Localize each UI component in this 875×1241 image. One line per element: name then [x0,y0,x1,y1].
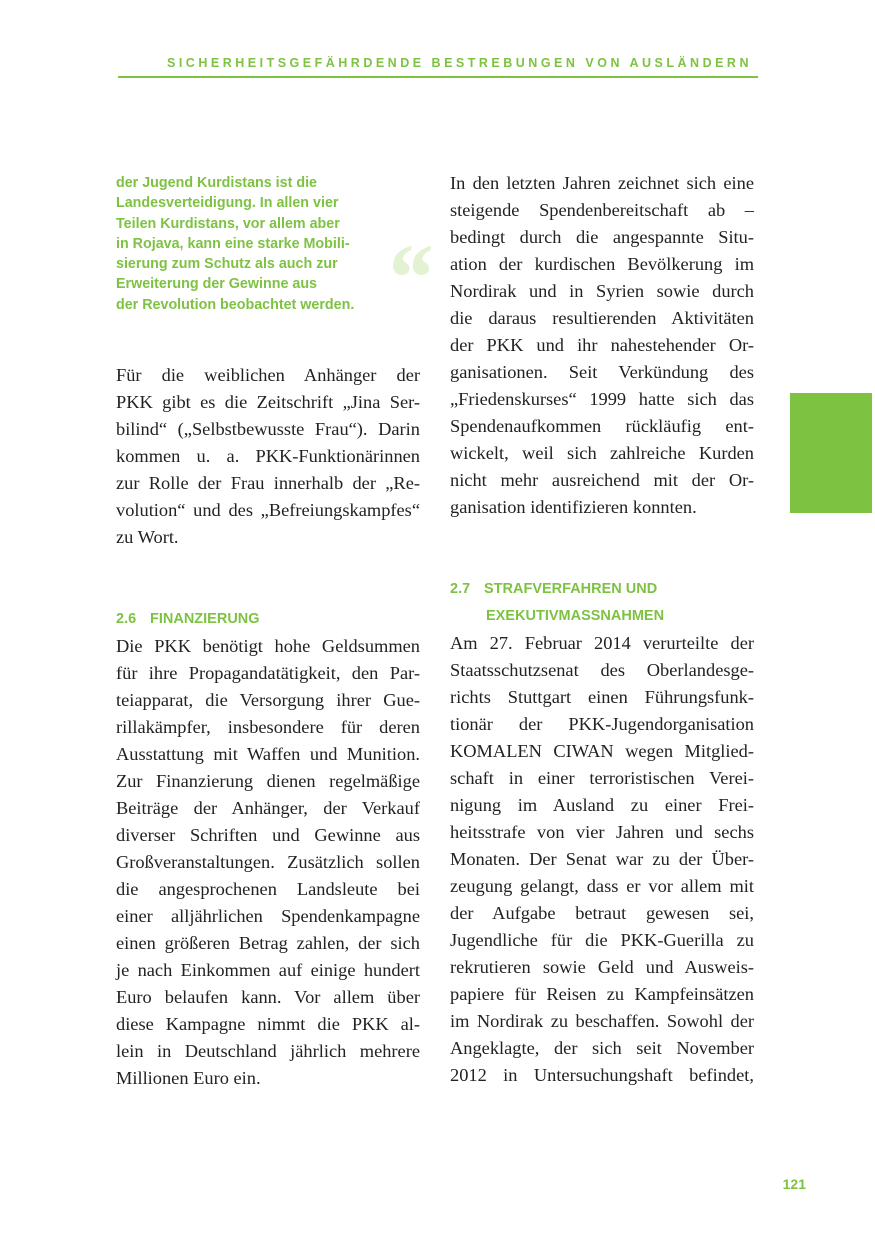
text-line: tionär der PKK-Jugendorganisation [450,714,754,734]
text-line: bedingt durch die angespannte Situ- [450,227,754,247]
text-line: Monaten. Der Senat war zu der Über- [450,849,754,869]
text-line: schaft in einer terroristischen Verei- [450,768,754,788]
quote-line: Erweiterung der Gewinne aus [116,276,318,293]
text-line: der Aufgabe betraut gewesen sei, [450,903,754,923]
text-line: KOMALEN CIWAN wegen Mitglied- [450,741,754,761]
quote-line: der Revolution beobachtet werden. [116,296,355,313]
text-line: Am 27. Februar 2014 verurteilte der [450,633,754,653]
section-heading-2-6 [116,606,420,633]
text-line: „Friedenskurses“ 1999 hatte sich das [450,389,754,409]
text-line: einen größeren Betrag zahlen, der sich [116,933,420,954]
text-line: einer alljährlichen Spendenkampagne [116,906,420,927]
right-column [450,170,754,1089]
text-line: teiapparat, die Versorgung ihrer Gue- [116,690,420,711]
section-title: STRAFVERFAHREN UND [484,581,658,597]
paragraph-spendenbereitschaft [450,170,754,521]
text-line: papiere für Reisen zu Kampfeinsätzen [450,984,754,1004]
pull-quote [116,170,432,331]
text-line: Die PKK benötigt hohe Geldsummen [116,636,420,657]
text-line: diverser Schriften und Gewinne aus [116,825,420,846]
text-line: rekrutieren sowie Geld und Ausweis- [450,957,754,977]
text-line: die angesprochenen Landsleute bei [116,879,420,900]
section-number: 2.7 [450,581,471,597]
text-line: nigung im Ausland zu einer Frei- [450,795,754,815]
text-line: ganisation identifizieren konnten. [450,497,697,517]
text-line: bilind“ („Selbstbewusste Frau“). Darin [116,419,420,440]
text-line: zu Wort. [116,527,179,548]
quote-line: Landesverteidigung. In allen vier [116,195,339,212]
text-line: Millionen Euro ein. [116,1068,261,1089]
section-number: 2.6 [116,611,137,628]
text-line: für ihre Propagandatätigkeit, den Par- [116,663,420,684]
text-line: Staatsschutzsenat des Oberlandesge- [450,660,754,680]
text-line: Jugendliche für die PKK-Guerilla zu [450,930,754,950]
text-line: richts Stuttgart einen Führungsfunk- [450,687,754,707]
section-title-continued: EXEKUTIVMASSNAHMEN [486,608,665,624]
text-line: Großveranstaltungen. Zusätzlich sollen [116,852,420,873]
text-line: Angeklagte, der sich seit November [450,1038,754,1058]
text-line: In den letzten Jahren zeichnet sich eine [450,173,754,193]
text-line: der PKK und ihr nahestehender Or- [450,335,754,355]
text-line: lein in Deutschland jährlich mehrere [116,1041,420,1062]
text-line: diese Kampagne nimmt die PKK al- [116,1014,420,1035]
text-line: zur Rolle der Frau innerhalb der „Re- [116,473,420,494]
text-line: Spendenaufkommen rückläufig ent- [450,416,754,436]
text-line: die daraus resultierenden Aktivitäten [450,308,754,328]
quote-line: sierung zum Schutz als auch zur [116,256,338,273]
paragraph-jina-serbilind [116,362,420,551]
text-line: kommen u. a. PKK-Funktionärinnen [116,446,420,467]
text-line: Nordirak und in Syrien sowie durch [450,281,754,301]
text-line: heitsstrafe von vier Jahren und sechs [450,822,754,842]
paragraph-strafverfahren [450,630,754,1089]
text-line: ation der kurdischen Bevölkerung im [450,254,754,274]
text-line: ganisationen. Seit Verkündung des [450,362,754,382]
text-line: im Nordirak zu beschaffen. Sowohl der [450,1011,754,1031]
text-line: 2012 in Untersuchungshaft befindet, [450,1065,754,1085]
text-line: rillakämpfer, insbesondere für deren [116,717,420,738]
chapter-tab-marker [790,393,872,513]
quote-line: der Jugend Kurdistans ist die [116,175,317,191]
text-line: Euro belaufen kann. Vor allem über [116,987,420,1008]
header-rule [118,76,758,78]
paragraph-finanzierung [116,633,420,1092]
quote-line: in Rojava, kann eine starke Mobili- [116,235,350,252]
text-line: Zur Finanzierung dienen regelmäßige [116,771,420,792]
text-line: nicht mehr ausreichend mit der Or- [450,470,754,490]
page-number: 121 [782,1176,806,1192]
running-head: SICHERHEITSGEFÄHRDENDE BESTREBUNGEN VON AUSLÄNDERN [167,56,752,70]
quote-line: Teilen Kurdistans, vor allem aber [116,215,340,232]
section-heading-2-7 [450,576,754,630]
text-line: je nach Einkommen auf einige hundert [116,960,420,981]
text-line: Ausstattung mit Waffen und Munition. [116,744,420,765]
text-line: steigende Spendenbereitschaft ab – [450,200,754,220]
text-line: PKK gibt es die Zeitschrift „Jina Ser- [116,392,420,413]
text-line: wickelt, weil sich zahlreiche Kurden [450,443,754,463]
text-line: Beiträge der Anhänger, der Verkauf [116,798,420,819]
quote-mark-icon: “ [384,224,432,331]
section-title: FINANZIERUNG [150,611,260,628]
text-line: zeugung gelangt, dass er vor allem mit [450,876,754,896]
text-line: Für die weiblichen Anhänger der [116,365,420,386]
left-column [116,170,432,1092]
text-line: volution“ und des „Befreiungskampfes“ [116,500,420,521]
